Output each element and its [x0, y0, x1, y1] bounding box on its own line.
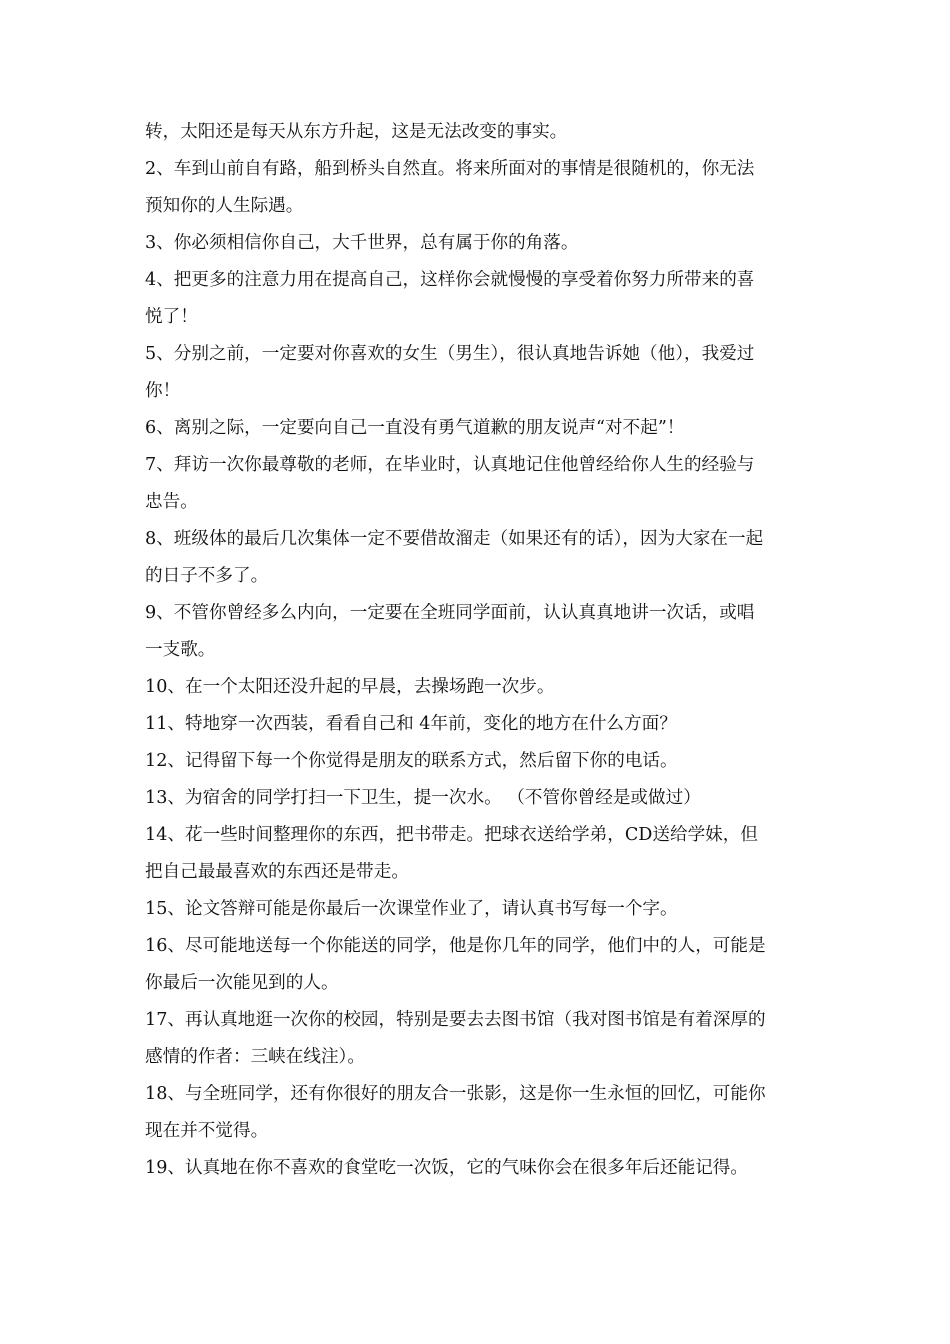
- text-line: 把自己最最喜欢的东西还是带走。: [145, 862, 409, 882]
- text-line: 现在并不觉得。: [145, 1121, 269, 1141]
- document-body: [145, 114, 810, 1187]
- text-line: 5、分别之前，一定要对你喜欢的女生（男生），很认真地告诉她（他），我爱过: [145, 344, 755, 364]
- text-line: 15、论文答辩可能是你最后一次课堂作业了，请认真书写每一个字。: [145, 899, 678, 919]
- text-line: 13、为宿舍的同学打扫一下卫生，提一次水。 （不管你曾经是或做过）: [145, 788, 701, 808]
- text-line: 18、与全班同学，还有你很好的朋友合一张影，这是你一生永恒的回忆，可能你: [145, 1084, 766, 1104]
- text-line: 你！: [145, 381, 181, 401]
- text-line: 16、尽可能地送每一个你能送的同学，他是你几年的同学，他们中的人，可能是: [145, 936, 766, 956]
- text-line: 14、花一些时间整理你的东西，把书带走。把球衣送给学弟，CD送给学妹，但: [145, 825, 758, 845]
- text-line: 预知你的人生际遇。: [145, 196, 304, 216]
- text-line: 7、拜访一次你最尊敬的老师，在毕业时，认真地记住他曾经给你人生的经验与: [145, 455, 755, 475]
- text-line: 12、记得留下每一个你觉得是朋友的联系方式，然后留下你的电话。: [145, 751, 678, 771]
- text-line: 忠告。: [145, 492, 198, 512]
- text-line: 悦了！: [145, 307, 198, 327]
- text-line: 17、再认真地逛一次你的校园，特别是要去去图书馆（我对图书馆是有着深厚的: [145, 1010, 766, 1030]
- text-line: 一支歌。: [145, 640, 216, 660]
- text-line: 3、你必须相信你自己，大千世界，总有属于你的角落。: [145, 233, 579, 253]
- text-line: 转，太阳还是每天从东方升起，这是无法改变的事实。: [145, 122, 568, 142]
- text-line: 2、车到山前自有路，船到桥头自然直。将来所面对的事情是很随机的，你无法: [145, 159, 755, 179]
- text-line: 10、在一个太阳还没升起的早晨，去操场跑一次步。: [145, 677, 555, 697]
- text-line: 的日子不多了。: [145, 566, 269, 586]
- text-line: 你最后一次能见到的人。: [145, 973, 339, 993]
- text-line: 6、离别之际，一定要向自己一直没有勇气道歉的朋友说声“对不起”！: [145, 418, 685, 438]
- text-line: 感情的作者：三峡在线注）。: [145, 1047, 365, 1067]
- text-line: 4、把更多的注意力用在提高自己，这样你会就慢慢的享受着你努力所带来的喜: [145, 270, 755, 290]
- text-line: 9、不管你曾经多么内向，一定要在全班同学面前，认认真真地讲一次话，或唱: [145, 603, 755, 623]
- text-line: 8、班级体的最后几次集体一定不要借故溜走（如果还有的话），因为大家在一起: [145, 529, 764, 549]
- text-line: 11、特地穿一次西装，看看自己和 4年前，变化的地方在什么方面？: [145, 714, 677, 734]
- text-line: 19、认真地在你不喜欢的食堂吃一次饭，它的气味你会在很多年后还能记得。: [145, 1158, 748, 1178]
